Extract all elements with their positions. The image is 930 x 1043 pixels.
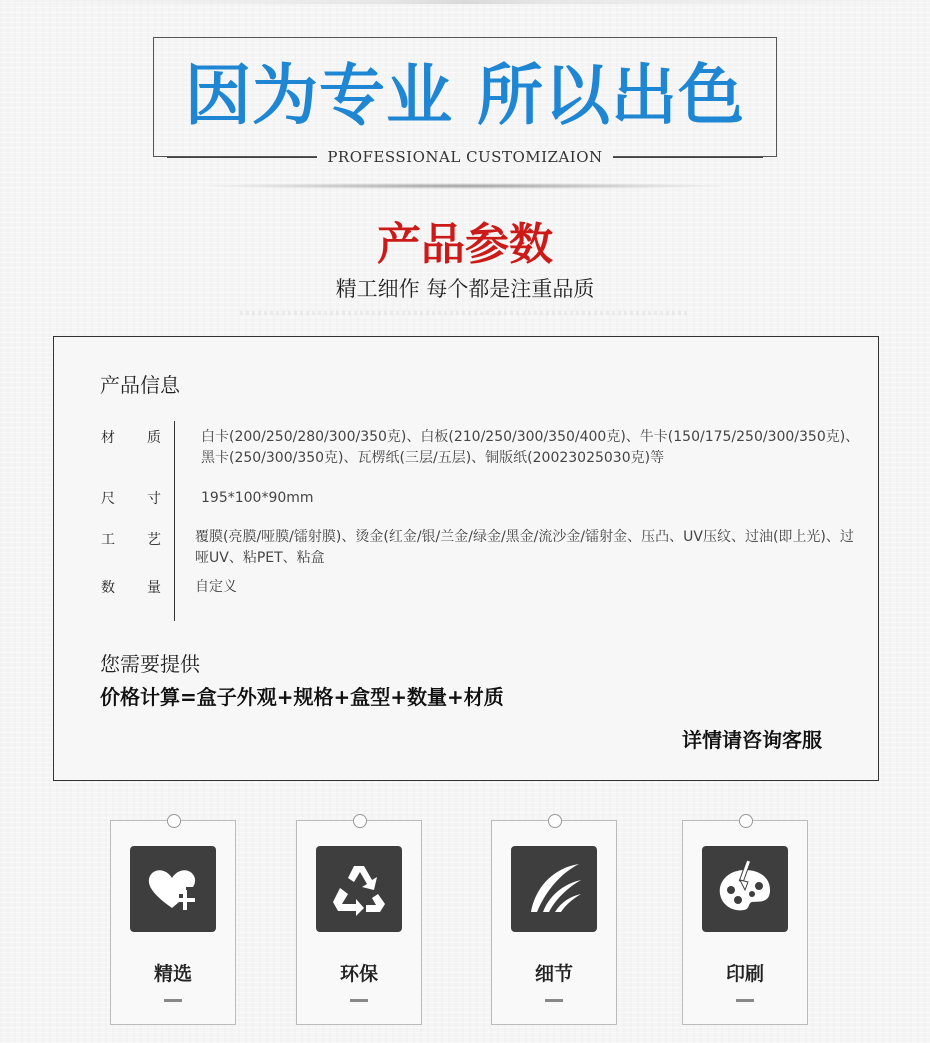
param-label-quantity (101, 577, 161, 597)
section-tagline: 精工细作 每个都是注重品质 (335, 277, 595, 301)
param-divider (174, 421, 175, 621)
param-label-char: 工 (101, 532, 115, 548)
param-value-material: 白卡(200/250/280/300/350克)、白板(210/250/300/350/400克)、牛卡(150/175/250/300/350克)、黑卡(250/300/350克)、瓦楞纸(三层/五层)、铜版纸(20023025030克)等 (201, 429, 860, 466)
decorative-line (240, 311, 690, 315)
param-value-quantity: 自定义 (195, 579, 237, 595)
tag-dash (545, 999, 563, 1002)
param-value-craft: 覆膜(亮膜/哑膜/镭射膜)、烫金(红金/银/兰金/绿金/黑金/流沙金/镭射金、压凸、UV压纹、过油(即上光)、过哑UV、粘PET、粘盒 (195, 529, 854, 566)
feature-label: 环保 (339, 963, 378, 985)
provide-heading: 您需要提供 (100, 652, 200, 676)
price-formula: 价格计算=盒子外观+规格+盒型+数量+材质 (100, 685, 504, 709)
tag-dash (164, 999, 182, 1002)
product-info-box (53, 336, 879, 781)
main-title: 因为专业 所以出色 (185, 57, 745, 134)
feature-label: 印刷 (725, 963, 764, 985)
param-label-char: 质 (147, 430, 161, 446)
subtitle-rule-left (167, 157, 317, 158)
tag-hole (353, 814, 367, 828)
header-frame (153, 37, 777, 166)
tag-hole (548, 814, 562, 828)
feature-tag-print (682, 820, 808, 1025)
contact-service: 详情请咨询客服 (682, 728, 822, 752)
feature-tag-selected (110, 820, 236, 1025)
subtitle-text: PROFESSIONAL CUSTOMIZAION (317, 148, 612, 166)
top-divider (0, 0, 930, 4)
param-label-craft (101, 529, 161, 549)
palette-icon (702, 846, 788, 932)
param-label-char: 量 (147, 580, 161, 596)
feature-label: 细节 (534, 963, 573, 985)
param-label-char: 寸 (147, 491, 161, 507)
heart-plus-icon (130, 846, 216, 932)
recycle-icon (316, 846, 402, 932)
header-shadow (210, 183, 720, 189)
tag-hole (739, 814, 753, 828)
subtitle-row (154, 146, 776, 168)
param-label-char: 尺 (101, 491, 115, 507)
subtitle-rule-right (613, 157, 763, 158)
tag-dash (736, 999, 754, 1002)
param-label-char: 材 (101, 430, 115, 446)
tag-hole (167, 814, 181, 828)
feature-tag-detail (491, 820, 617, 1025)
param-label-size (101, 488, 161, 508)
feature-label: 精选 (153, 963, 192, 985)
feature-tag-eco (296, 820, 422, 1025)
param-label-char: 数 (101, 580, 115, 596)
info-heading: 产品信息 (100, 373, 180, 397)
tag-dash (350, 999, 368, 1002)
param-value-size: 195*100*90mm (201, 490, 314, 506)
feather-icon (511, 846, 597, 932)
section-title: 产品参数 (377, 219, 553, 270)
param-label-char: 艺 (147, 532, 161, 548)
param-label-material (101, 427, 161, 447)
